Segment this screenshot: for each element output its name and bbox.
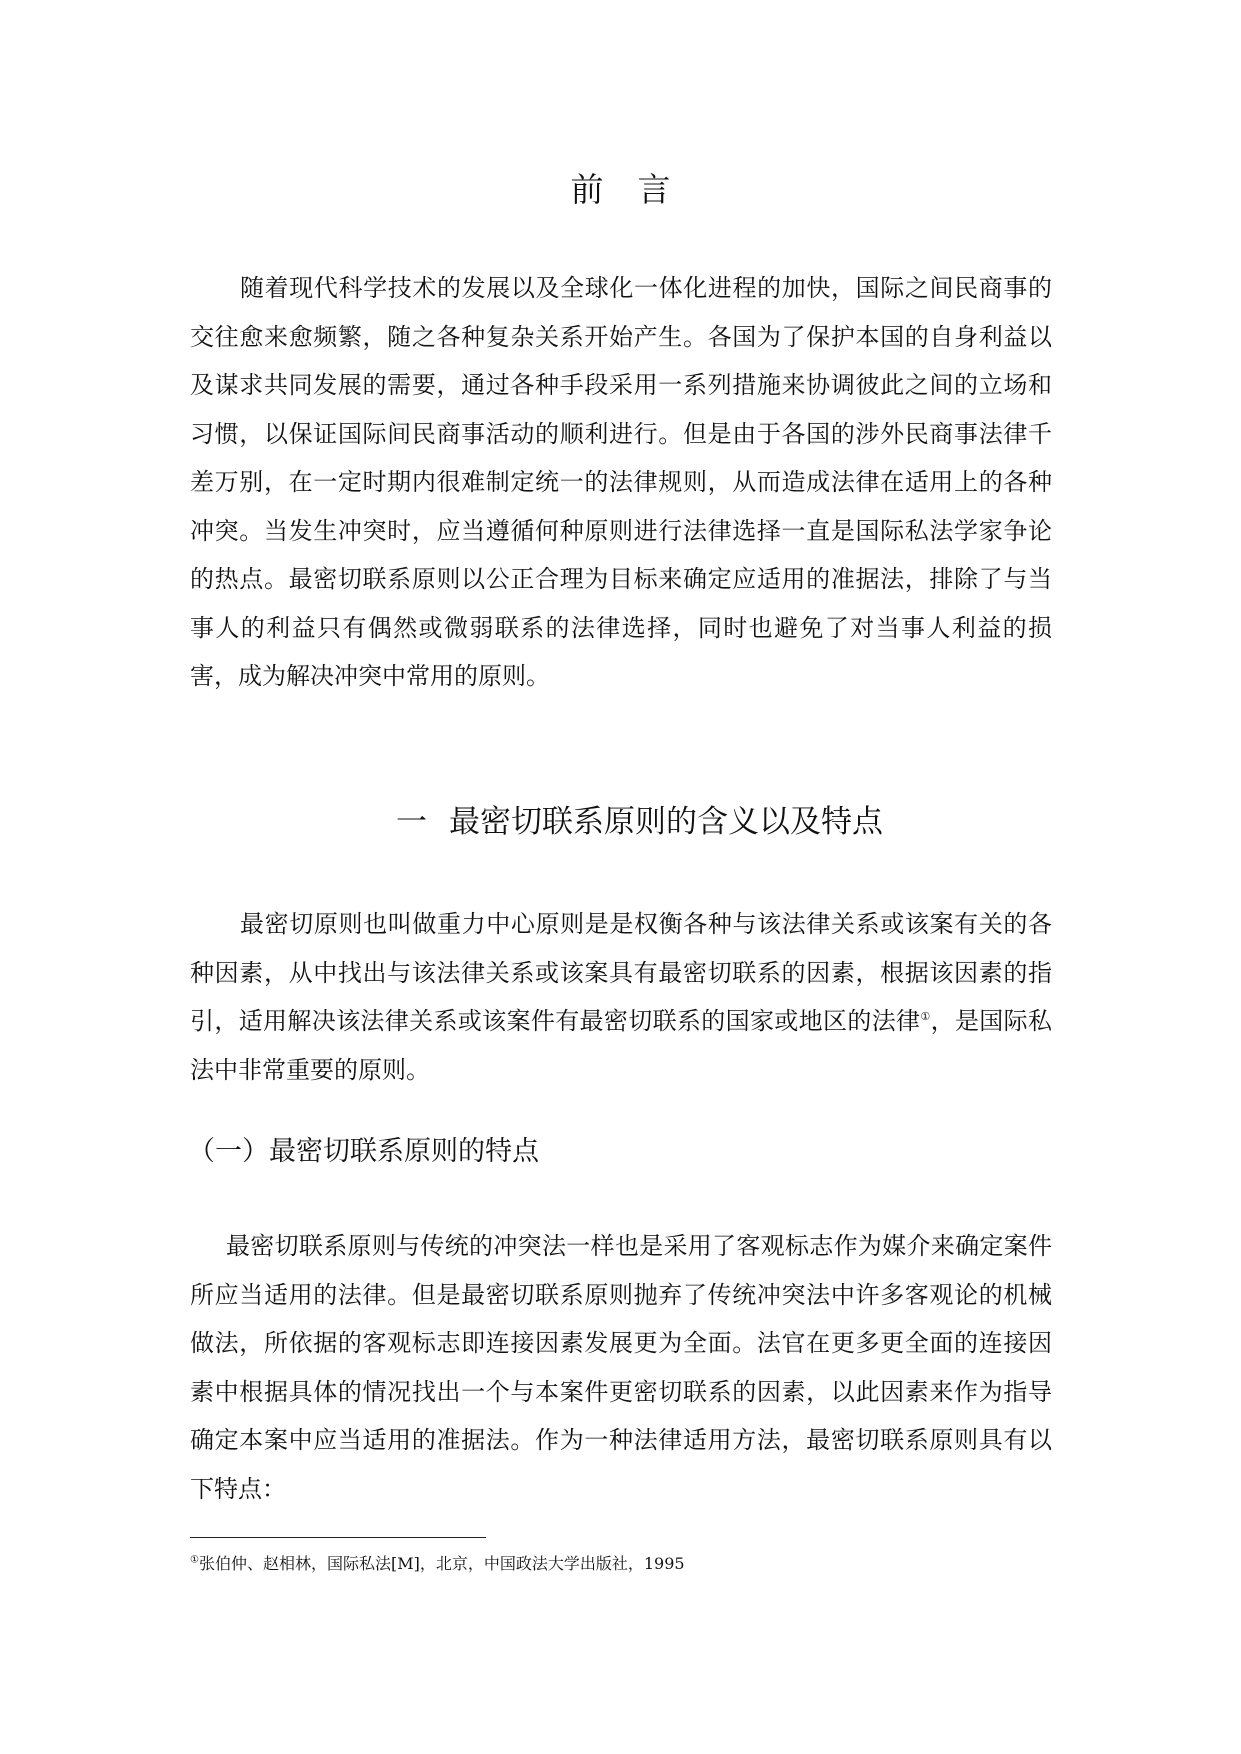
subsection-heading: （一）最密切联系原则的特点: [188, 1136, 539, 1167]
footnote-divider: [190, 1537, 486, 1538]
preface-paragraph: 随着现代科学技术的发展以及全球化一体化进程的加快，国际之间民商事的交往愈来愈频繁，随之各种复杂关系开始产生。各国为了保护本国的自身利益以及谋求共同发展的需要，通过各种手段采用一系列措施来协调彼此之间的立场和习惯，以保证国际间民商事活动的顺利进行。但是由于各国的涉外民商事法律千差万别，在一定时期内很难制定统一的法律规则，从而造成法律在适用上的各种冲突。当发生冲突时，应当遵循何种原则进行法律选择一直是国际私法学家争论的热点。最密切联系原则以公正合理为目标来确定应适用的准据法，排除了与当事人的利益只有偶然或微弱联系的法律选择，同时也避免了对当事人利益的损害，成为解决冲突中常用的原则。: [190, 274, 1052, 690]
footnote-reference[interactable]: ①: [920, 1010, 931, 1023]
footnote-text: 张伯仲、赵相林，国际私法[M]，北京，中国政法大学出版社，1995: [198, 1554, 685, 1573]
section-number: 一: [396, 804, 427, 840]
section-paragraph-text: 最密切原则也叫做重力中心原则是是权衡各种与该法律关系或该案有关的各种因素，从中找出与该法律关系或该案具有最密切联系的因素，根据该因素的指引，适用解决该法律关系或该案件有最密切联系的国家或地区的法律: [190, 910, 1052, 1035]
page-title: 前言: [570, 170, 705, 209]
subsection-paragraph: 最密切联系原则与传统的冲突法一样也是采用了客观标志作为媒介来确定案件所应当适用的法律。但是最密切联系原则抛弃了传统冲突法中许多客观论的机械做法，所依据的客观标志即连接因素发展更为全面。法官在更多更全面的连接因素中根据具体的情况找出一个与本案件更密切联系的因素，以此因素来作为指导确定本案中应当适用的准据法。作为一种法律适用方法，最密切联系原则具有以下特点：: [190, 1232, 1052, 1503]
footnote-marker: ①: [190, 1554, 199, 1566]
footnote: [190, 1551, 685, 1577]
section-heading: [396, 800, 883, 844]
section-paragraph: [190, 900, 1052, 1094]
section-paragraph-text-end: ，是国际私法中非常重要的原则。: [190, 1007, 1052, 1084]
section-title: 最密切联系原则的含义以及特点: [449, 804, 883, 840]
